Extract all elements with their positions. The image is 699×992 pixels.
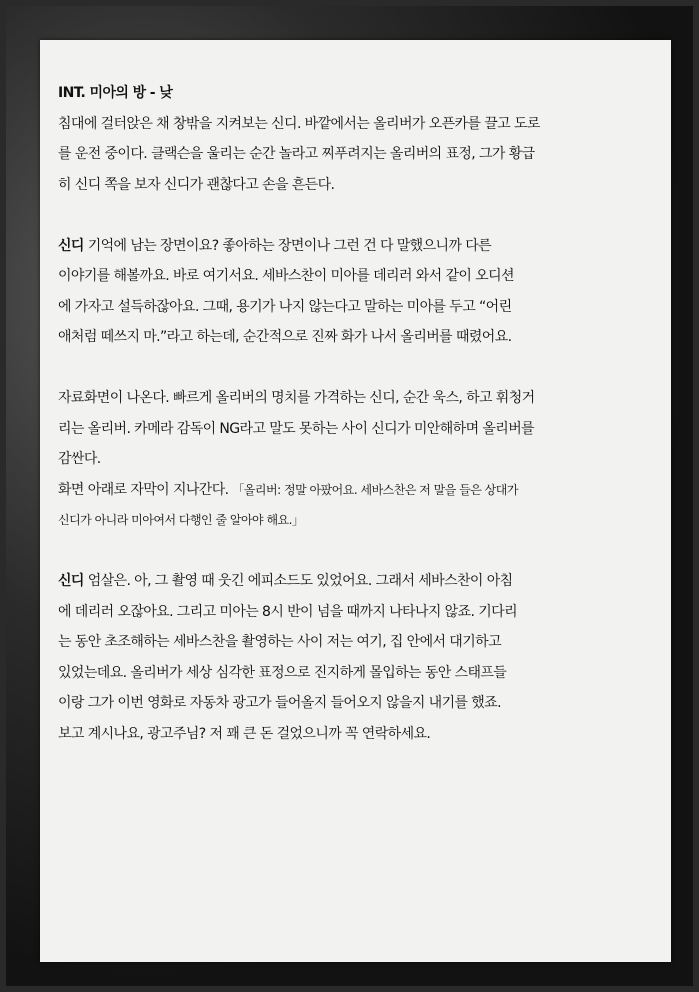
action-line: 히 신디 쪽을 보자 신디가 괜찮다고 손을 흔든다. [58, 176, 335, 193]
speaker-name: 신디 [58, 573, 84, 589]
dialogue-line: 이야기를 해볼까요. 바로 여기서요. 세바스찬이 미아를 데리러 와서 같이 오디션 [58, 268, 514, 284]
action-line: 를 운전 중이다. 클랙슨을 울리는 순간 놀라고 찌푸려지는 올리버의 표정, 그가 황급 [58, 146, 535, 162]
speaker-name: 신디 [58, 237, 84, 254]
spacer [58, 353, 578, 384]
spacer [58, 200, 578, 231]
caption-intro: 화면 아래로 자막이 지나간다. [58, 481, 233, 498]
script-text [58, 78, 578, 749]
dialogue-line: 에 가자고 설득하잖아요. 그때, 용기가 나지 않는다고 말하는 미아를 두고 “어린 [58, 298, 512, 315]
dialogue-line [58, 231, 578, 262]
subtitle-text: 신디가 아니라 미아여서 다행인 줄 알아야 해요.」 [58, 513, 304, 527]
action-line: 리는 올리버. 카메라 감독이 NG라고 말도 못하는 사이 신디가 미안해하며 올리버를 [58, 420, 535, 437]
dialogue-line: 애처럼 떼쓰지 마.”라고 하는데, 순간적으로 진짜 화가 나서 올리버를 때렸어요. [58, 329, 512, 345]
scene-heading: INT. 미아의 방 - 낮 [58, 85, 173, 101]
dialogue-text: 기억에 남는 장면이요? 좋아하는 장면이나 그런 건 다 말했으니까 다른 [83, 237, 492, 254]
action-line: 감싼다. [58, 451, 101, 467]
action-line: 침대에 걸터앉은 채 창밖을 지켜보는 신디. 바깥에서는 올리버가 오픈카를 끌고 도로 [58, 115, 540, 132]
dialogue-line: 있었는데요. 올리버가 세상 심각한 표정으로 진지하게 몰입하는 동안 스태프들 [58, 664, 507, 681]
action-line: 자료화면이 나온다. 빠르게 올리버의 명치를 가격하는 신디, 순간 욱스, 하고 휘청거 [58, 390, 535, 406]
dialogue-line: 에 데리러 오잖아요. 그리고 미아는 8시 반이 넘을 때까지 나타나지 않죠. 기다리 [58, 603, 518, 620]
dialogue-line [58, 566, 578, 597]
dialogue-text: 엄살은. 아, 그 촬영 때 웃긴 에피소드도 있었어요. 그래서 세바스찬이 아침 [83, 573, 513, 589]
spacer [58, 536, 578, 567]
caption-line [58, 475, 578, 506]
dialogue-line: 이랑 그가 이번 영화로 자동차 광고가 들어올지 들어오지 않을지 내기를 했죠. [58, 695, 501, 711]
dialogue-line: 보고 계시나요, 광고주님? 저 꽤 큰 돈 걸었으니까 꼭 연락하세요. [58, 725, 431, 742]
subtitle-text: 「올리버: 정말 아팠어요. 세바스찬은 저 말을 들은 상대가 [232, 482, 518, 497]
dialogue-line: 는 동안 초조해하는 세바스찬을 촬영하는 사이 저는 여기, 집 안에서 대기하고 [58, 634, 501, 650]
